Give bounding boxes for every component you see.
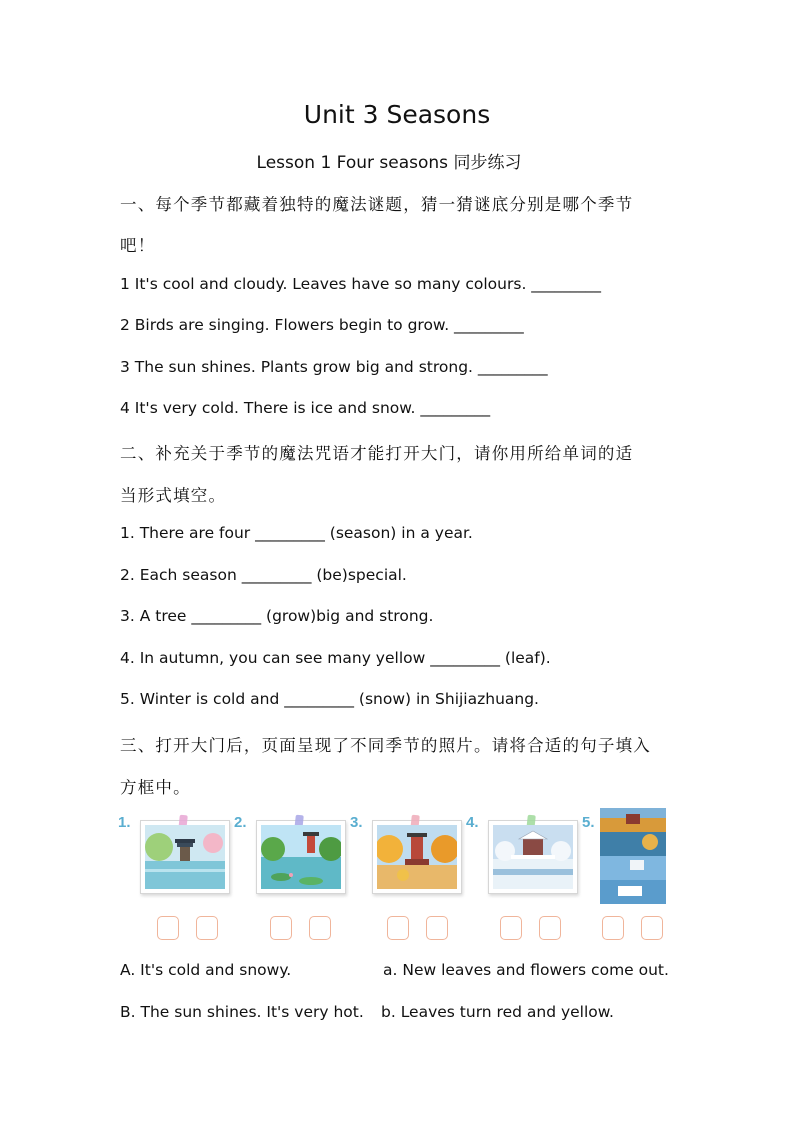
summer-photo [256,820,346,894]
section3-heading-cont: 方框中。 [120,778,191,797]
page-subtitle: Lesson 1 Four seasons 同步练习 [256,153,522,173]
section1-heading-cont: 吧！ [120,236,156,255]
section2-question-5: 5. Winter is cold and _________ (snow) in Shijiazhuang. [120,690,539,708]
season-collage-photo [600,808,666,904]
section2-heading: 二、补充关于季节的魔法咒语才能打开大门，请你用所给单词的适 [120,444,634,463]
answer-box-3b[interactable] [426,916,448,940]
photo-number-2: 2. [234,814,247,831]
answer-box-4a[interactable] [500,916,522,940]
season-photos [118,808,678,908]
answer-box-1a[interactable] [157,916,179,940]
answer-box-4b[interactable] [539,916,561,940]
winter-photo [488,820,578,894]
option-A: A. It's cold and snowy. [120,961,292,979]
photo-number-5: 5. [582,814,595,831]
answer-box-3a[interactable] [387,916,409,940]
option-B: B. The sun shines. It's very hot. [120,1003,364,1021]
section2-heading-cont: 当形式填空。 [120,486,227,505]
section1-question-3: 3 The sun shines. Plants grow big and strong. _________ [120,358,548,376]
section2-question-2: 2. Each season _________ (be)special. [120,566,407,584]
section2-question-1: 1. There are four _________ (season) in a year. [120,524,473,542]
section2-question-3: 3. A tree _________ (grow)big and strong. [120,607,434,625]
section3-heading: 三、打开大门后，页面呈现了不同季节的照片。请将合适的句子填入 [120,736,651,755]
answer-box-5b[interactable] [641,916,663,940]
spring-photo [140,820,230,894]
section1-question-2: 2 Birds are singing. Flowers begin to grow. _________ [120,316,524,334]
page-title: Unit 3 Seasons [303,100,491,129]
answer-box-2a[interactable] [270,916,292,940]
photo-number-4: 4. [466,814,479,831]
photo-3 [350,808,460,908]
answer-box-1b[interactable] [196,916,218,940]
option-b: b. Leaves turn red and yellow. [381,1003,614,1021]
section1-heading: 一、每个季节都藏着独特的魔法谜题，猜一猜谜底分别是哪个季节 [120,195,634,214]
option-a: a. New leaves and flowers come out. [383,961,669,979]
section1-question-4: 4 It's very cold. There is ice and snow. _________ [120,399,491,417]
answer-box-2b[interactable] [309,916,331,940]
section1-question-1: 1 It's cool and cloudy. Leaves have so many colours. _________ [120,275,602,293]
photo-4 [466,808,576,908]
photo-2 [234,808,344,908]
photo-1 [118,808,228,908]
answer-box-5a[interactable] [602,916,624,940]
autumn-photo [372,820,462,894]
photo-number-3: 3. [350,814,363,831]
photo-number-1: 1. [118,814,131,831]
section2-question-4: 4. In autumn, you can see many yellow _________ (leaf). [120,649,551,667]
